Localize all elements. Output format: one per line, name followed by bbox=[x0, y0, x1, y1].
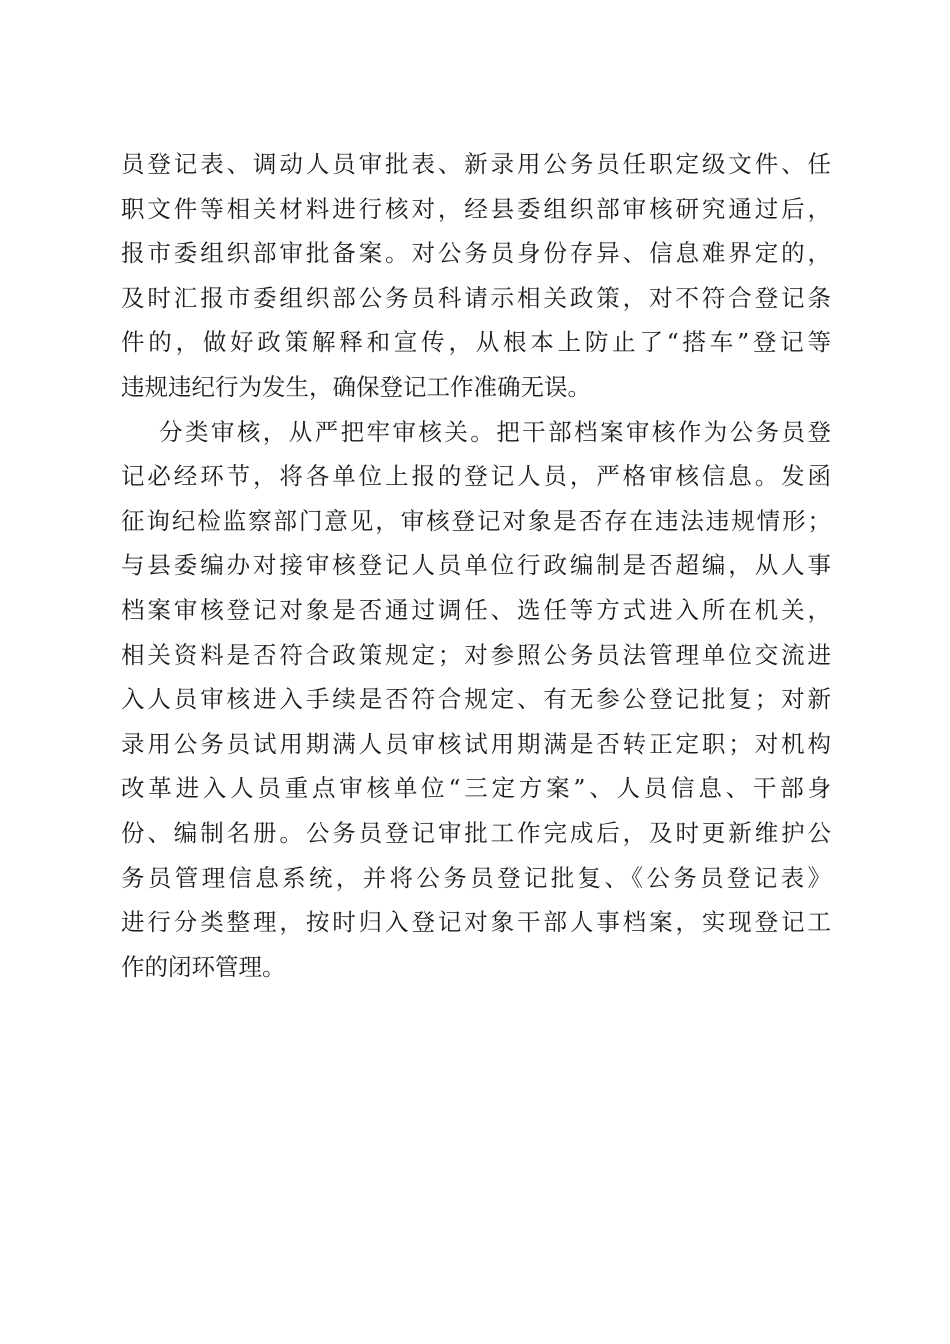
text-line: 职文件等相关材料进行核对，经县委组织部审核研究通过后， bbox=[121, 194, 831, 223]
text-line: 及时汇报市委组织部公务员科请示相关政策，对不符合登记条 bbox=[121, 283, 831, 312]
text-line: 记必经环节，将各单位上报的登记人员，严格审核信息。发函 bbox=[121, 462, 831, 491]
paragraph-classified-review bbox=[121, 410, 831, 990]
text-line: 征询纪检监察部门意见，审核登记对象是否存在违法违规情形； bbox=[121, 506, 831, 535]
text-line: 入人员审核进入手续是否符合规定、有无参公登记批复；对新 bbox=[121, 685, 831, 714]
text-line: 报市委组织部审批备案。对公务员身份存异、信息难界定的， bbox=[121, 239, 831, 268]
text-line: 相关资料是否符合政策规定；对参照公务员法管理单位交流进 bbox=[121, 640, 831, 669]
text-line: 分类审核，从严把牢审核关。把干部档案审核作为公务员登 bbox=[159, 417, 831, 446]
text-line: 务员管理信息系统，并将公务员登记批复、《公务员登记表》 bbox=[121, 863, 831, 892]
text-line: 员登记表、调动人员审批表、新录用公务员任职定级文件、任 bbox=[121, 150, 831, 178]
text-line: 改革进入人员重点审核单位“三定方案”、人员信息、干部身 bbox=[121, 774, 831, 803]
text-line: 录用公务员试用期满人员审核试用期满是否转正定职；对机构 bbox=[121, 729, 831, 758]
text-line: 份、编制名册。公务员登记审批工作完成后，及时更新维护公 bbox=[121, 818, 831, 847]
text-line: 与县委编办对接审核登记人员单位行政编制是否超编，从人事 bbox=[121, 551, 831, 580]
document-body bbox=[121, 142, 831, 989]
text-line: 违规违纪行为发生，确保登记工作准确无误。 bbox=[121, 372, 591, 401]
text-line: 件的，做好政策解释和宣传，从根本上防止了“搭车”登记等 bbox=[121, 328, 831, 357]
text-line: 进行分类整理，按时归入登记对象干部人事档案，实现登记工 bbox=[121, 908, 831, 937]
text-line: 档案审核登记对象是否通过调任、选任等方式进入所在机关， bbox=[121, 595, 831, 624]
paragraph-registration-materials bbox=[121, 142, 831, 410]
text-line: 作的闭环管理。 bbox=[121, 952, 286, 981]
